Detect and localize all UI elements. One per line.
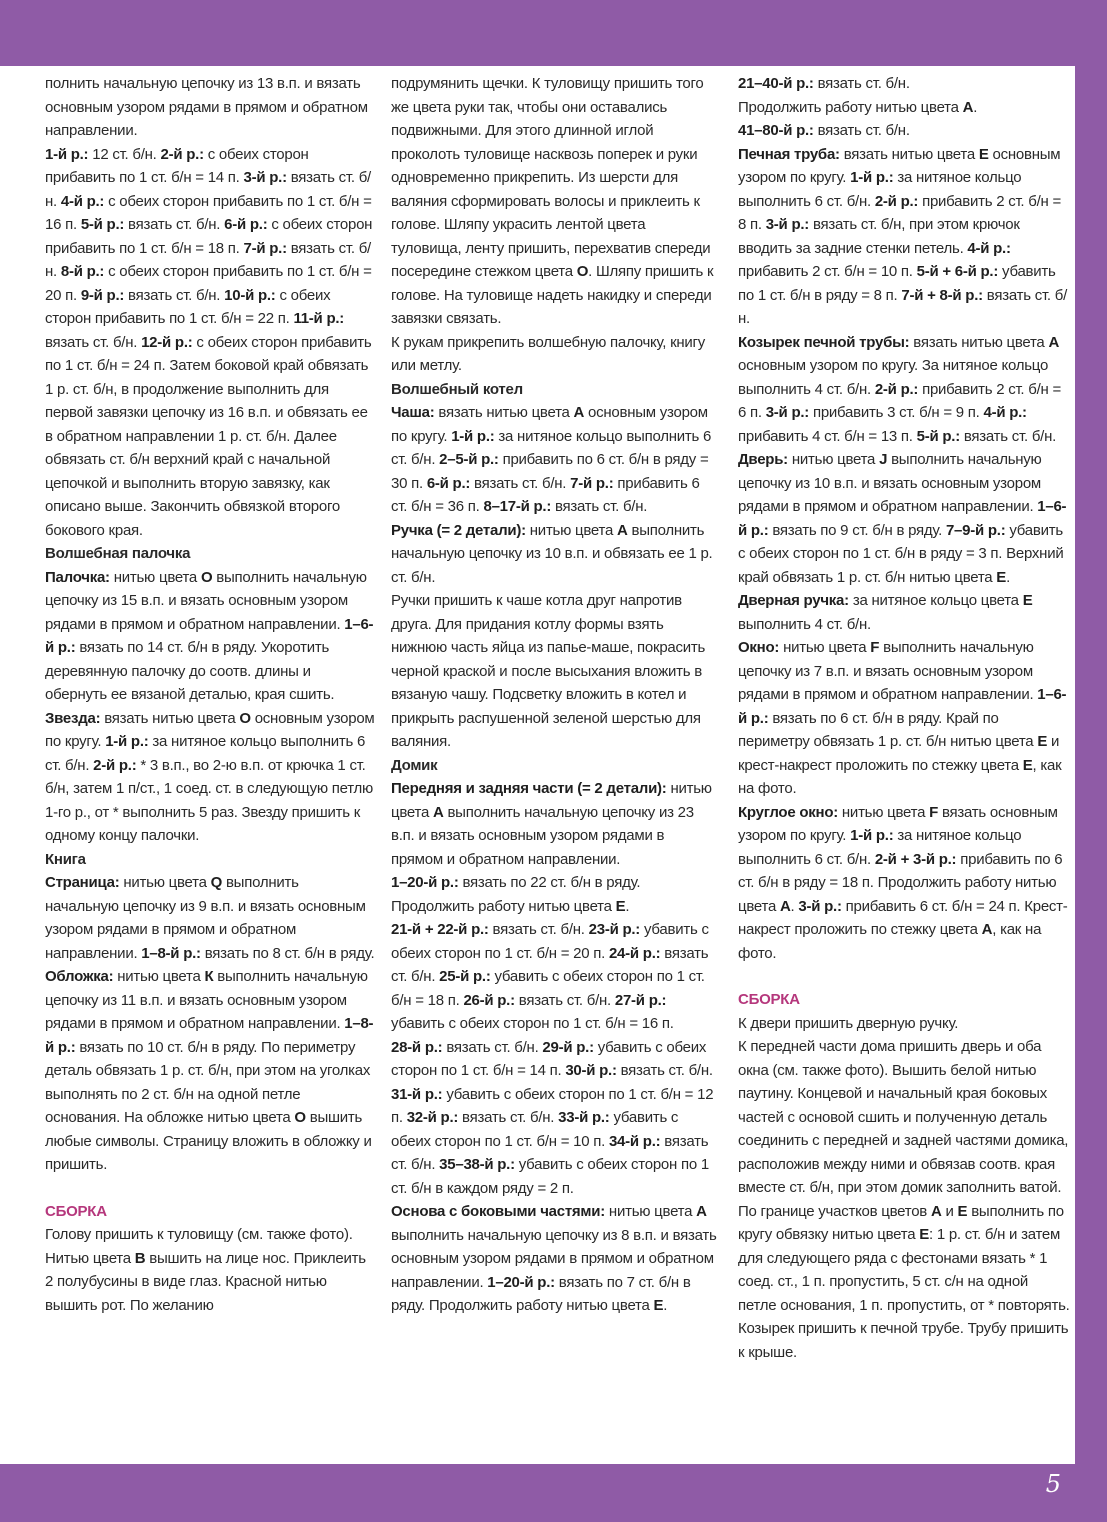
bold-term: О <box>200 568 213 586</box>
paragraph <box>738 119 1070 143</box>
bold-term: А <box>573 404 585 421</box>
text-run: убавить с обеих сторон по 1 ст. б/н в ряду = 3 п. Верхний край обвязать 1 р. ст. б/н нитью цвета <box>738 521 1064 586</box>
bold-term: 4-й р.: <box>60 192 105 210</box>
paragraph <box>45 871 375 965</box>
bold-term: Звезда: <box>45 709 101 727</box>
bold-term: 11-й р.: <box>293 310 345 327</box>
text-run: вязать ст. б/н. <box>391 944 709 985</box>
text-run: основным узором по кругу. <box>391 404 708 445</box>
bold-term: 21-й + 22-й р.: <box>391 921 489 938</box>
paragraph <box>45 1223 375 1317</box>
text-run: и крест-накрест проложить по стежку цвета <box>738 733 1060 774</box>
text-run: с обеих сторон прибавить по 1 ст. б/н = 14 п. <box>45 145 309 186</box>
paragraph <box>391 1200 719 1318</box>
text-run: убавить с обеих сторон по 1 ст. б/н = 14 п. <box>391 1038 707 1079</box>
bold-term: 27-й р.: <box>614 991 667 1009</box>
text-run: выполнить начальную цепочку из 11 в.п. и вязать основным узором рядами в прямом и обратном направлении. <box>45 968 368 1032</box>
text-run: вязать ст. б/н. <box>45 239 371 280</box>
bold-term: 25-й р.: <box>439 968 491 985</box>
text-run: за нитяное кольцо выполнить 6 ст. б/н. <box>738 169 1022 210</box>
text-run: Домик <box>391 756 438 774</box>
paragraph <box>391 519 719 590</box>
text-run: за нитяное кольцо выполнить 6 ст. б/н. <box>45 733 366 774</box>
paragraph <box>738 96 1070 120</box>
text-run: вязать ст. б/н. <box>514 991 615 1009</box>
bold-term: О <box>294 1109 306 1126</box>
bold-term: 32-й р.: <box>406 1109 459 1126</box>
bold-term: Е <box>957 1202 968 1220</box>
paragraph <box>738 448 1070 589</box>
text-run: К двери пришить дверную ручку. <box>738 1014 959 1032</box>
bold-term: Дверь: <box>738 451 788 468</box>
text-run: прибавить 2 ст. б/н = 10 п. <box>738 263 917 280</box>
bold-term: 8–17-й р.: <box>483 498 552 515</box>
text-run: выполнить начальную цепочку из 10 в.п. и вязать основным узором рядами в прямом и обратном направлении. <box>738 451 1042 515</box>
bold-term: 1–6-й р.: <box>738 686 1067 727</box>
text-run: основным узором по кругу. За нитяное кольцо выполнить 4 ст. б/н. <box>738 357 1049 398</box>
text-run: вязать ст. б/н. <box>442 1038 543 1056</box>
text-run: за нитяное кольцо цвета <box>848 592 1023 609</box>
text-run: убавить с обеих сторон по 1 ст. б/н = 12 п. <box>391 1085 714 1126</box>
paragraph <box>391 777 719 871</box>
text-run: . <box>663 1297 668 1314</box>
bold-term: А <box>696 1203 707 1220</box>
text-run: выполнить по кругу обвязку нитью цвета <box>738 1202 1064 1243</box>
bold-term: 30-й р.: <box>565 1062 617 1079</box>
text-run: нитью цвета <box>837 803 930 821</box>
paragraph <box>45 707 375 848</box>
bold-term: 7–9-й р.: <box>945 521 1006 539</box>
text-run: нитью цвета <box>391 780 712 821</box>
bold-term: 1–20-й р.: <box>487 1273 555 1291</box>
text-column-1 <box>45 72 375 1317</box>
bold-term: 1–8-й р.: <box>141 944 201 962</box>
bold-term: Е <box>1037 733 1048 750</box>
bold-term: Обложка: <box>45 968 114 985</box>
bold-term: 12-й р.: <box>141 333 193 351</box>
bold-term: 23-й р.: <box>588 921 641 938</box>
text-run: , как на фото. <box>738 756 1062 797</box>
text-run: нитью цвета <box>605 1203 697 1220</box>
text-run: вязать по 14 ст. б/н в ряду. Укоротить деревянную палочку до соотв. длины и обернуть ее вязаной деталью, края сшить. <box>45 639 335 703</box>
bold-term: 2-й р.: <box>93 756 137 774</box>
text-run: вязать ст. б/н. <box>124 216 225 233</box>
bold-term: Окно: <box>738 639 780 656</box>
text-run: нитью цвета <box>119 874 211 891</box>
bold-term: Е <box>919 1226 929 1243</box>
text-run: Ручки пришить к чаше котла друг напротив друга. Для придания котлу формы взять нижнюю часть яйца из папье-маше, покрасить черной краской и после высыхания вложить в вязаную чашу. Подсветку вложить в котел и прикрыть распушенной зеленой шерстью для валяния. <box>391 592 706 750</box>
paragraph <box>391 918 719 1036</box>
paragraph <box>738 801 1070 966</box>
bold-term: 28-й р.: <box>391 1038 443 1056</box>
paragraph <box>391 1036 719 1201</box>
bold-term: 1-й р.: <box>105 733 149 750</box>
bold-term: 7-й р.: <box>570 474 614 492</box>
bold-term: 3-й р.: <box>243 169 287 186</box>
bold-term: 4-й р.: <box>983 404 1027 421</box>
bold-term: 34-й р.: <box>608 1132 661 1150</box>
text-run: : 1 р. ст. б/н и затем для следующего ряда с фестонами вязать * 1 соед. ст., 1 п. пропустить, 5 ст. с/н на одной петле основания, 1 п. пропустить, от * повторять. Козырек пришить к печной трубе. Трубу пришить к крыше. <box>738 1226 1070 1361</box>
bold-term: 1-й р.: <box>45 145 89 163</box>
bold-term: О <box>576 263 589 280</box>
bold-term: 41–80-й р.: <box>738 122 814 139</box>
bold-term: А <box>1048 333 1060 351</box>
text-run: вязать ст. б/н. <box>488 921 589 938</box>
bold-term: В <box>134 1249 146 1267</box>
text-run: 12 ст. б/н. <box>88 145 161 163</box>
bold-term: 1–6-й р.: <box>45 615 374 656</box>
page-number: 5 <box>1045 1470 1061 1498</box>
bold-term: 1-й р.: <box>850 169 894 186</box>
paragraph <box>45 566 375 707</box>
section-heading <box>391 378 719 402</box>
bold-term: Е <box>996 568 1007 586</box>
text-run: Продолжить работу нитью цвета <box>738 98 963 116</box>
text-run: основным узором по кругу. <box>45 709 375 750</box>
text-run: . <box>1006 568 1010 586</box>
text-run: Книга <box>45 850 86 868</box>
paragraph <box>738 1012 1070 1036</box>
text-run: прибавить 4 ст. б/н = 13 п. <box>738 427 917 445</box>
bold-term: 1–6-й р.: <box>738 498 1067 539</box>
text-run: . Шляпу пришить к голове. На туловище надеть накидку и спереди завязки связать. <box>391 263 714 327</box>
bold-term: F <box>929 803 939 821</box>
text-run: вязать нитью цвета <box>434 404 574 421</box>
text-run: убавить с обеих сторон по 1 ст. б/н = 16 п. <box>391 1015 674 1032</box>
text-run: выполнить начальную цепочку из 7 в.п. и вязать основным узором рядами в прямом и обратном направлении. <box>738 639 1038 703</box>
bold-term: 33-й р.: <box>558 1109 610 1126</box>
text-run: вязать ст. б/н. <box>45 169 371 210</box>
text-run: с обеих сторон прибавить по 1 ст. б/н = 22 п. <box>45 286 331 327</box>
bold-term: 7-й + 8-й р.: <box>901 286 983 304</box>
text-run: прибавить 2 ст. б/н = 6 п. <box>738 380 1061 421</box>
text-run: вязать ст. б/н. <box>738 286 1068 327</box>
bold-term: 26-й р.: <box>463 991 515 1009</box>
bold-term: 2-й + 3-й р.: <box>874 850 957 868</box>
bold-term: О <box>239 709 251 727</box>
text-run: Волшебный котел <box>391 380 523 398</box>
text-run: . <box>625 897 630 915</box>
text-run: прибавить по 6 ст. б/н в ряду = 30 п. <box>391 451 709 492</box>
text-run: вязать нитью цвета <box>100 709 240 727</box>
bold-term: 3-й р.: <box>765 216 810 233</box>
bold-term: J <box>879 451 888 468</box>
bold-term: 3-й р.: <box>765 404 810 421</box>
bold-term: 9-й р.: <box>80 286 125 304</box>
text-run: вязать по 22 ст. б/н в ряду. Продолжить работу нитью цвета <box>391 874 641 915</box>
text-run: . <box>790 897 799 915</box>
text-run: СБОРКА <box>45 1202 107 1220</box>
bold-term: Передняя и задняя части (= 2 детали): <box>391 780 667 797</box>
paragraph <box>45 965 375 1177</box>
text-run: Волшебная палочка <box>45 545 191 562</box>
bold-term: 24-й р.: <box>608 944 661 962</box>
bold-term: А <box>617 521 628 539</box>
bold-term: Е <box>978 145 989 163</box>
assembly-heading <box>45 1200 375 1224</box>
bold-term: Печная труба: <box>738 145 840 163</box>
text-run: полнить начальную цепочку из 13 в.п. и вязать основным узором рядами в прямом и обратном направлении. <box>45 75 368 139</box>
bold-term: Козырек печной трубы: <box>738 333 910 351</box>
paragraph <box>738 331 1070 449</box>
text-run: выполнить начальную цепочку из 9 в.п. и вязать основным узором рядами в прямом и обратном направлении. <box>45 874 366 962</box>
text-run: вязать ст. б/н. <box>813 75 910 92</box>
bold-term: А <box>432 803 444 821</box>
bold-term: К <box>204 968 214 985</box>
bold-term: Е <box>1022 592 1033 609</box>
bold-term: 4-й р.: <box>967 239 1011 257</box>
bold-term: А <box>981 921 993 938</box>
bold-term: 29-й р.: <box>542 1038 594 1056</box>
bold-term: 1–8-й р.: <box>45 1015 374 1056</box>
bold-term: Палочка: <box>45 568 110 586</box>
bold-term: 5-й р.: <box>80 216 125 233</box>
text-run: прибавить по 6 ст. б/н в ряду = 18 п. Продолжить работу нитью цвета <box>738 850 1063 915</box>
text-run: вязать ст. б/н. <box>616 1062 713 1079</box>
text-run: вязать по 6 ст. б/н в ряду. Край по периметру обвязать 1 р. ст. б/н нитью цвета <box>738 709 1038 750</box>
paragraph <box>391 871 719 918</box>
paragraph <box>45 143 375 543</box>
text-column-2 <box>391 72 719 1318</box>
text-run: прибавить 2 ст. б/н = 8 п. <box>738 192 1061 233</box>
text-run: и <box>941 1202 958 1220</box>
text-run: убавить с обеих сторон по 1 ст. б/н в каждом ряду = 2 п. <box>391 1156 709 1197</box>
paragraph <box>738 72 1070 96</box>
bold-term: 2–5-й р.: <box>439 451 499 468</box>
paragraph <box>391 401 719 519</box>
text-run: с обеих сторон прибавить по 1 ст. б/н = 24 п. Затем боковой край обвязать 1 р. ст. б/н, в продолжение выполнить для первой завязки цепочку из 16 в.п. и обвязать ее в обратном направлении 1 р. ст. б/н. Далее обвязать ст. б/н верхний край с начальной цепочкой и выполнить вторую завязку, как описано выше. Закончить обвязкой второго бокового края. <box>45 333 372 539</box>
text-run: убавить с обеих сторон по 1 ст. б/н = 20 п. <box>391 921 709 962</box>
bold-term: 3-й р.: <box>798 897 842 915</box>
paragraph <box>391 589 719 754</box>
text-run: выполнить начальную цепочку из 23 в.п. и вязать основным узором рядами в прямом и обратном направлении. <box>391 803 694 868</box>
paragraph <box>391 72 719 331</box>
text-run: нитью цвета <box>109 568 201 586</box>
text-run: вязать ст. б/н. <box>959 427 1057 445</box>
text-run: прибавить 6 ст. б/н = 24 п. Крест-накрест проложить по стежку цвета <box>738 897 1068 938</box>
text-run: вязать ст. б/н. <box>391 1132 709 1173</box>
bold-term: Q <box>210 874 223 891</box>
bold-term: 1-й р.: <box>850 827 894 844</box>
text-run: СБОРКА <box>738 991 800 1008</box>
bold-term: 2-й р.: <box>874 192 919 210</box>
bold-term: 35–38-й р.: <box>439 1156 515 1173</box>
text-run: , как на фото. <box>738 921 1042 962</box>
bold-term: 31-й р.: <box>391 1085 443 1103</box>
text-run: вязать по 7 ст. б/н в ряду. Продолжить работу нитью цвета <box>391 1273 691 1314</box>
text-run: с обеих сторон прибавить по 1 ст. б/н = 16 п. <box>45 192 372 233</box>
bold-term: А <box>779 897 791 915</box>
text-run: вязать по 10 ст. б/н в ряду. По периметру деталь обвязать 1 р. ст. б/н, при этом на уголках выполнять по 2 ст. б/н на одной петле основания. На обложке нитью цвета <box>45 1038 371 1126</box>
text-run: подрумянить щечки. К туловищу пришить того же цвета руки так, чтобы они оставались подвижными. Для этого длинной иглой проколоть туловище насквозь поперек и руки одновременно прикрепить. Из шерсти для валяния сформировать волосы и приклеить к голове. Шляпу украсить лентой цвета туловища, ленту пришить, перехватив спереди посередине стежком цвета <box>391 75 711 280</box>
text-run: вязать ст. б/н. <box>458 1109 559 1126</box>
text-run: вязать нитью цвета <box>909 333 1049 351</box>
text-run: вязать ст. б/н, при этом крючок вводить за задние стенки петель. <box>738 216 1020 257</box>
bold-term: 5-й + 6-й р.: <box>916 263 999 280</box>
bold-term: Е <box>653 1297 664 1314</box>
text-run: выполнить начальную цепочку из 10 в.п. и обвязать ее 1 р. ст. б/н. <box>391 521 713 586</box>
bold-term: 6-й р.: <box>426 474 471 492</box>
bold-term: 5-й р.: <box>916 427 960 445</box>
bold-term: Круглое окно: <box>738 803 838 821</box>
text-run: вязать ст. б/н. <box>551 498 648 515</box>
bold-term: Ручка (= 2 детали): <box>391 521 526 539</box>
text-run: вязать ст. б/н. <box>470 474 571 492</box>
section-heading <box>391 754 719 778</box>
text-run: К передней части дома пришить дверь и оба окна (см. также фото). Вышить белой нитью паутину. Концевой и начальный края боковых частей с основой сшить и полученную деталь соединить с передней и задней частями домика, расположив между ними и обвязав соотв. края вместе ст. б/н, при этом домик заполнить ватой. По границе участков цветов <box>738 1038 1069 1220</box>
text-run: выполнить 4 ст. б/н. <box>738 615 871 633</box>
bold-term: 1–20-й р.: <box>391 874 459 891</box>
bold-term: 2-й р.: <box>160 145 204 163</box>
text-run: К рукам прикрепить волшебную палочку, книгу или метлу. <box>391 333 706 374</box>
text-run: вязать ст. б/н. <box>124 286 225 304</box>
bold-term: 21–40-й р.: <box>738 75 814 92</box>
text-run: нитью цвета <box>113 968 205 985</box>
bold-term: 10-й р.: <box>224 286 276 304</box>
bold-term: А <box>962 98 974 116</box>
bold-term: F <box>870 639 880 656</box>
text-run: за нитяное кольцо выполнить 6 ст. б/н. <box>738 827 1022 868</box>
text-run: вязать основным узором по кругу. <box>738 803 1058 844</box>
bold-term: Основа с боковыми частями: <box>391 1203 605 1220</box>
bold-term: Дверная ручка: <box>738 592 849 609</box>
bold-term: 2-й р.: <box>874 380 919 398</box>
text-run: выполнить начальную цепочку из 8 в.п. и вязать основным узором рядами в прямом и обратном направлении. <box>391 1226 717 1291</box>
bold-term: Страница: <box>45 874 120 891</box>
paragraph <box>738 636 1070 801</box>
paragraph <box>738 1035 1070 1364</box>
text-run: убавить по 1 ст. б/н в ряду = 8 п. <box>738 263 1056 304</box>
text-run: убавить с обеих сторон по 1 ст. б/н = 10 п. <box>391 1109 679 1150</box>
section-heading <box>45 542 375 566</box>
paragraph <box>738 589 1070 636</box>
text-run: прибавить 6 ст. б/н = 36 п. <box>391 474 700 515</box>
text-run: * 3 в.п., во 2-ю в.п. от крючка 1 ст. б/н, затем 1 п/ст., 1 соед. ст. в следующую петлю 1-го р., от * выполнить 5 раз. Звезду пришить к одному концу палочки. <box>45 756 374 844</box>
bold-term: Е <box>615 897 626 915</box>
paragraph <box>45 72 375 143</box>
text-run: основным узором по кругу. <box>738 145 1061 186</box>
text-run: с обеих сторон прибавить по 1 ст. б/н = 20 п. <box>45 263 372 304</box>
assembly-heading <box>738 988 1070 1012</box>
bold-term: 1-й р.: <box>451 427 495 445</box>
bold-term: 8-й р.: <box>60 263 105 280</box>
text-run: вышить любые символы. Страницу вложить в обложку и пришить. <box>45 1109 372 1173</box>
bold-term: 7-й р.: <box>243 239 287 257</box>
bold-term: 6-й р.: <box>224 216 268 233</box>
text-run: с обеих сторон прибавить по 1 ст. б/н = 18 п. <box>45 216 373 257</box>
text-run: вышить на лице нос. Приклеить 2 полубусины в виде глаз. Красной нитью вышить рот. По желанию <box>45 1249 366 1314</box>
bold-term: А <box>930 1202 942 1220</box>
text-run: нитью цвета <box>779 639 871 656</box>
text-run: вязать нитью цвета <box>839 145 979 163</box>
text-run: за нитяное кольцо выполнить 6 ст. б/н. <box>391 427 712 468</box>
text-run: прибавить 3 ст. б/н = 9 п. <box>809 404 984 421</box>
text-run: . <box>973 98 978 116</box>
text-run: вязать по 8 ст. б/н в ряду. <box>200 944 375 962</box>
text-run: вязать ст. б/н. <box>45 333 142 351</box>
text-run: нитью цвета <box>787 451 880 468</box>
text-run: вязать ст. б/н. <box>813 122 910 139</box>
paragraph <box>391 331 719 378</box>
section-heading <box>45 848 375 872</box>
paragraph <box>738 143 1070 331</box>
text-run: Голову пришить к туловищу (см. также фото). Нитью цвета <box>45 1226 353 1267</box>
text-run: вязать по 9 ст. б/н в ряду. <box>768 521 946 539</box>
text-run: выполнить начальную цепочку из 15 в.п. и вязать основным узором рядами в прямом и обратном направлении. <box>45 568 367 633</box>
text-run: убавить с обеих сторон по 1 ст. б/н = 18 п. <box>391 968 705 1009</box>
text-run: нитью цвета <box>525 521 617 539</box>
bold-term: Е <box>1022 756 1033 774</box>
bold-term: Чаша: <box>391 404 435 421</box>
text-column-3 <box>738 72 1070 1364</box>
